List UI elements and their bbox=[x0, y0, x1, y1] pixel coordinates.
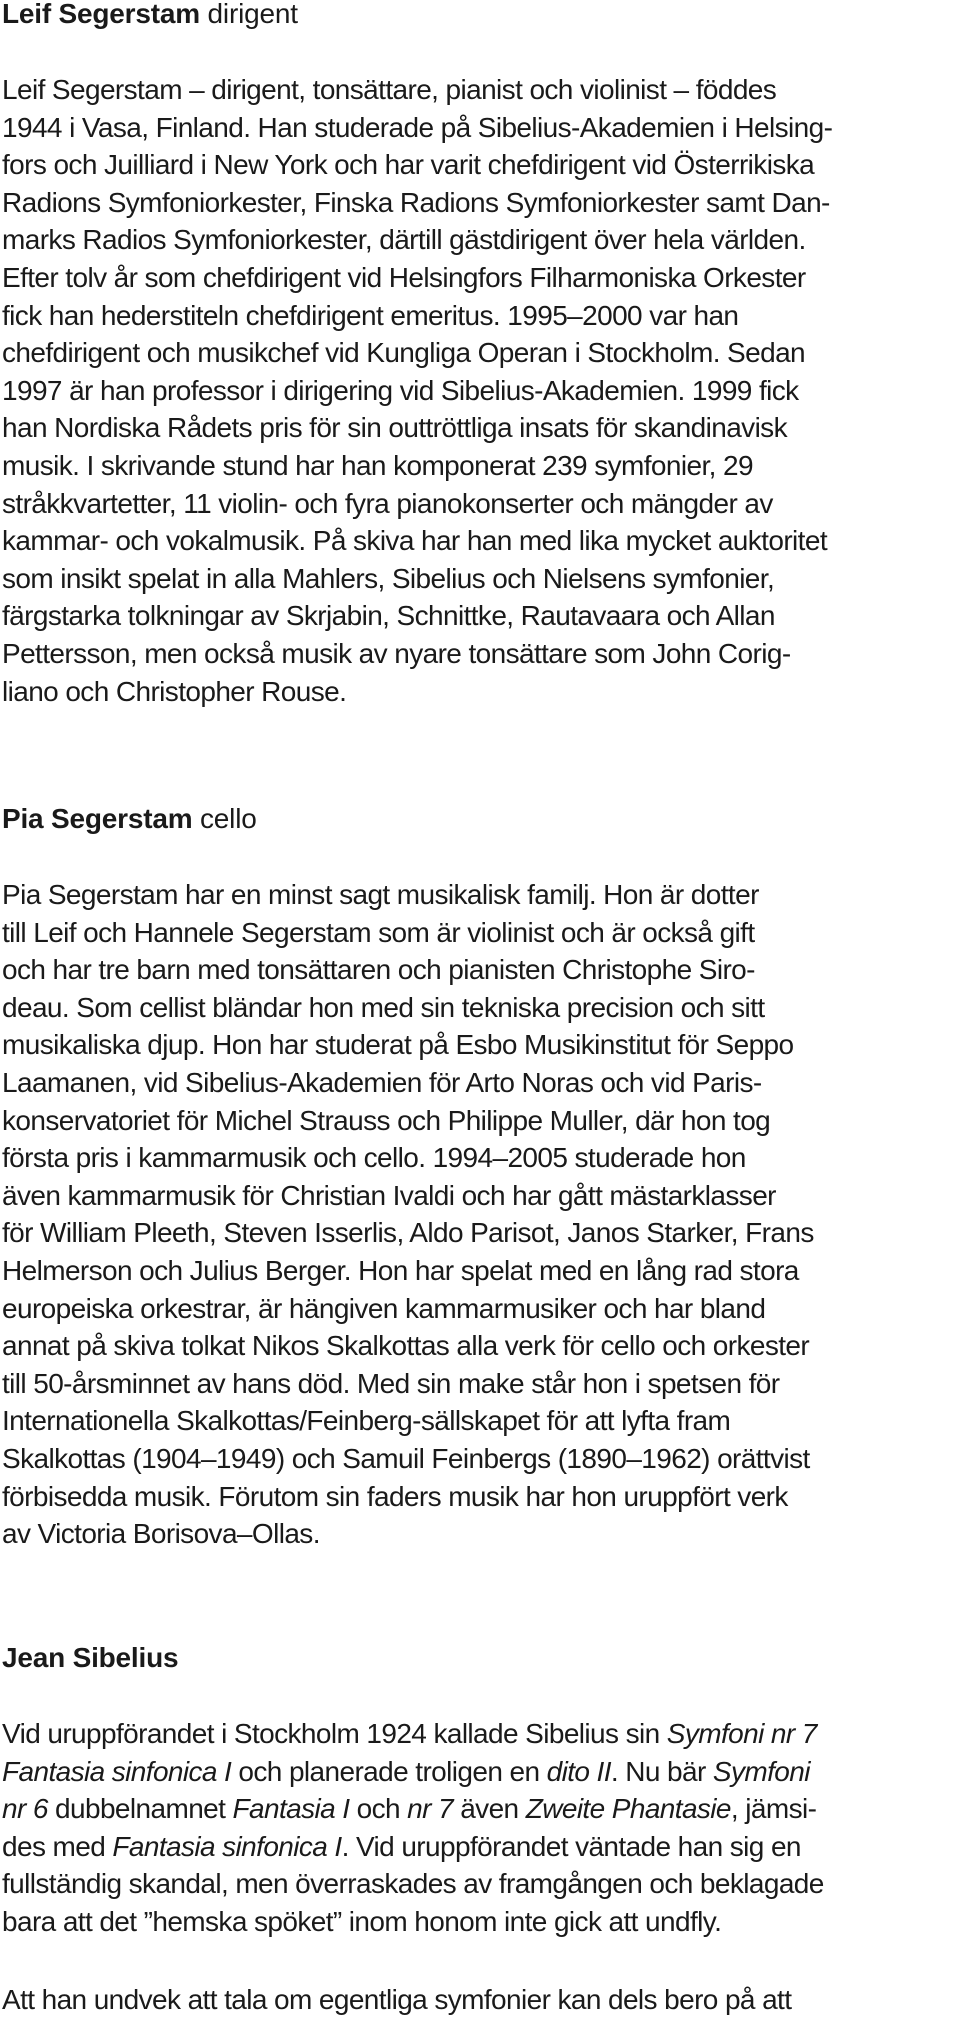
text-line: Att han undvek att tala om egentliga symfonier kan dels bero på att bbox=[2, 1984, 792, 2015]
heading-role: cello bbox=[200, 803, 257, 834]
section-body bbox=[2, 71, 832, 710]
text-run-italic: dito II bbox=[546, 1755, 611, 1787]
section-body bbox=[2, 876, 814, 1553]
text-line: även kammarmusik för Christian Ivaldi och har gått mästarklasser bbox=[2, 1179, 776, 1211]
text-line: första pris i kammarmusik och cello. 1994–2005 studerade hon bbox=[2, 1142, 746, 1174]
text-line: Laamanen, vid Sibelius-Akademien för Arto Noras och vid Paris- bbox=[2, 1066, 762, 1098]
text-run: bara att det ”hemska spöket” inom honom inte gick att undfly. bbox=[2, 1905, 722, 1937]
text-line: färgstarka tolkningar av Skrjabin, Schnittke, Rautavaara och Allan bbox=[2, 600, 775, 632]
text-line: kammar- och vokalmusik. På skiva har han med lika mycket auktoritet bbox=[2, 525, 827, 557]
text-line: marks Radios Symfoniorkester, därtill gästdirigent över hela världen. bbox=[2, 224, 806, 256]
text-run: , jämsi- bbox=[730, 1793, 817, 1825]
text-run: dubbelnamnet bbox=[47, 1793, 233, 1825]
text-line: europeiska orkestrar, är hängiven kammarmusiker och har bland bbox=[2, 1292, 766, 1324]
text-line: deau. Som cellist bländar hon med sin tekniska precision och sitt bbox=[2, 991, 765, 1023]
text-line: chefdirigent och musikchef vid Kungliga Operan i Stockholm. Sedan bbox=[2, 337, 806, 369]
text-line: Helmerson och Julius Berger. Hon har spelat med en lång rad stora bbox=[2, 1254, 799, 1286]
text-line: som insikt spelat in alla Mahlers, Sibelius och Nielsens symfonier, bbox=[2, 562, 775, 594]
text-line: musik. I skrivande stund har han komponerat 239 symfonier, 29 bbox=[2, 449, 753, 481]
text-line bbox=[2, 1865, 824, 1903]
text-line: förbisedda musik. Förutom sin faders musik har hon uruppfört verk bbox=[2, 1480, 788, 1512]
text-line: stråkkvartetter, 11 violin- och fyra pianokonserter och mängder av bbox=[2, 487, 773, 519]
text-line: och har tre barn med tonsättaren och pianisten Christophe Siro- bbox=[2, 954, 755, 986]
text-run-italic: Fantasia sinfonica I bbox=[2, 1755, 232, 1787]
text-run-italic: nr 6 bbox=[2, 1793, 48, 1825]
text-line bbox=[2, 1753, 824, 1791]
text-line: för William Pleeth, Steven Isserlis, Aldo Parisot, Janos Starker, Frans bbox=[2, 1217, 814, 1249]
text-run: des med bbox=[2, 1830, 113, 1862]
text-line: konservatoriet för Michel Strauss och Philippe Muller, där hon tog bbox=[2, 1104, 771, 1136]
text-line: Skalkottas (1904–1949) och Samuil Feinbergs (1890–1962) orättvist bbox=[2, 1442, 810, 1474]
text-line bbox=[2, 1790, 824, 1828]
text-line: 1944 i Vasa, Finland. Han studerade på Sibelius-Akademien i Helsing- bbox=[2, 111, 833, 143]
text-line: liano och Christopher Rouse. bbox=[2, 675, 347, 707]
text-line: av Victoria Borisova–Ollas. bbox=[2, 1518, 320, 1550]
text-line: annat på skiva tolkat Nikos Skalkottas alla verk för cello och orkester bbox=[2, 1330, 810, 1362]
heading-name: Jean Sibelius bbox=[2, 1642, 179, 1673]
text-run-italic: Fantasia I bbox=[232, 1793, 350, 1825]
text-line: fors och Juilliard i New York och har varit chefdirigent vid Österrikiska bbox=[2, 149, 815, 181]
text-run: . Nu bär bbox=[610, 1755, 713, 1787]
text-line: Efter tolv år som chefdirigent vid Helsingfors Filharmoniska Orkester bbox=[2, 261, 806, 293]
text-run-italic: nr 7 bbox=[407, 1793, 454, 1825]
section-body bbox=[2, 1715, 824, 1941]
text-run: även bbox=[453, 1793, 526, 1825]
text-run: Vid uruppförandet i Stockholm 1924 kallade Sibelius sin bbox=[2, 1718, 667, 1749]
text-line: Pia Segerstam har en minst sagt musikalisk familj. Hon är dotter bbox=[2, 879, 759, 910]
section-heading bbox=[2, 801, 257, 837]
text-run-italic: Symfoni nr 7 bbox=[666, 1718, 817, 1749]
text-run: fullständig skandal, men överraskades av framgången och beklagade bbox=[2, 1868, 824, 1900]
section-body-continued bbox=[2, 1981, 791, 2019]
text-line: 1997 är han professor i dirigering vid Sibelius-Akademien. 1999 fick bbox=[2, 374, 799, 406]
text-line: Pettersson, men också musik av nyare tonsättare som John Corig- bbox=[2, 637, 791, 669]
heading-role: dirigent bbox=[207, 0, 298, 29]
text-line: han Nordiska Rådets pris för sin outtröttliga insats för skandinavisk bbox=[2, 412, 787, 444]
heading-name: Pia Segerstam bbox=[2, 803, 193, 834]
text-line: till Leif och Hannele Segerstam som är violinist och är också gift bbox=[2, 916, 755, 948]
text-run: och planerade troligen en bbox=[231, 1755, 547, 1787]
text-run: . Vid uruppförandet väntade han sig en bbox=[341, 1830, 801, 1862]
text-line bbox=[2, 1828, 824, 1866]
text-line bbox=[2, 1715, 824, 1753]
text-line bbox=[2, 1903, 824, 1941]
section-heading bbox=[2, 1640, 178, 1676]
heading-name: Leif Segerstam bbox=[2, 0, 200, 29]
text-run-italic: Fantasia sinfonica I bbox=[112, 1830, 342, 1862]
text-line: fick han hederstiteln chefdirigent emeritus. 1995–2000 var han bbox=[2, 299, 739, 331]
text-run-italic: Symfoni bbox=[712, 1755, 810, 1787]
section-heading bbox=[2, 0, 298, 32]
text-run: och bbox=[349, 1793, 408, 1825]
text-line: musikaliska djup. Hon har studerat på Esbo Musikinstitut för Seppo bbox=[2, 1029, 794, 1061]
text-run-italic: Zweite Phantasie bbox=[525, 1793, 731, 1825]
text-line: Radions Symfoniorkester, Finska Radions Symfoniorkester samt Dan- bbox=[2, 186, 830, 218]
text-line: Internationella Skalkottas/Feinberg-sällskapet för att lyfta fram bbox=[2, 1405, 731, 1437]
text-line: Leif Segerstam – dirigent, tonsättare, pianist och violinist – föddes bbox=[2, 74, 777, 105]
text-line: till 50-årsminnet av hans död. Med sin make står hon i spetsen för bbox=[2, 1367, 780, 1399]
